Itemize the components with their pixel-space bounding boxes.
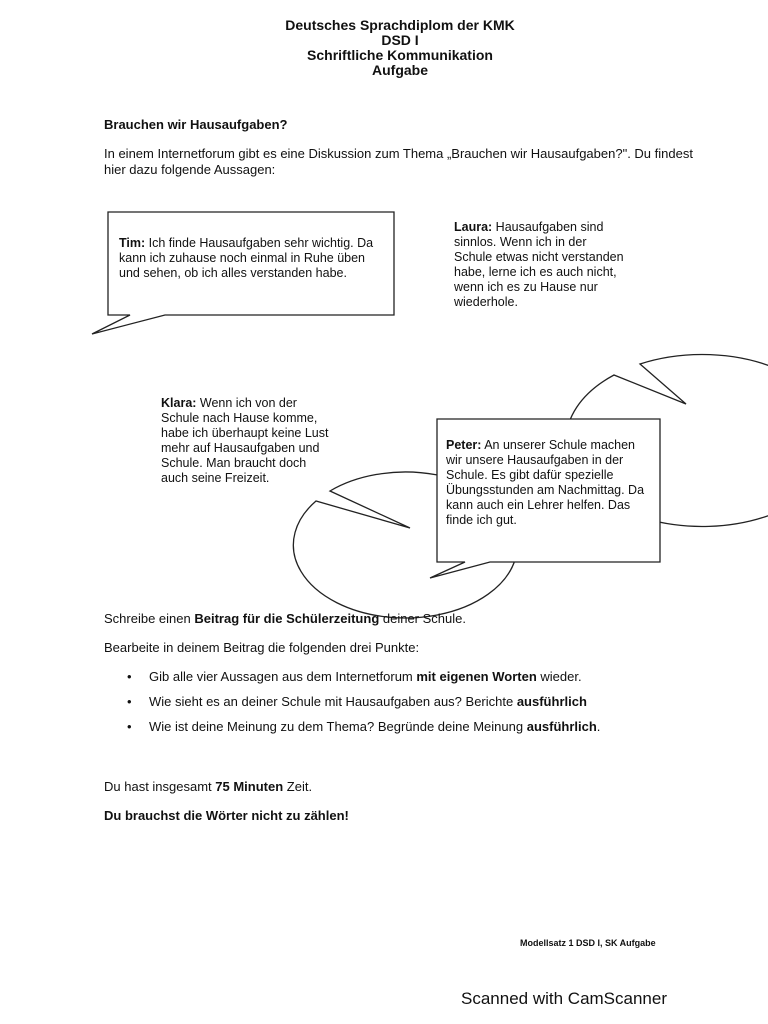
laura-statement: [454, 220, 624, 310]
tim-statement: [119, 236, 383, 281]
intro-text: In einem Internetforum gibt es eine Diskussion zum Thema „Brauchen wir Hausaufgaben?". Du findest hier dazu folgende Aussagen:: [104, 146, 693, 177]
task-point-text: wieder.: [536, 669, 582, 684]
instruction-write: [104, 611, 466, 627]
instruction-write-post: deiner Schule.: [379, 611, 466, 626]
task-point: [127, 719, 687, 735]
header-line-1: Deutsches Sprachdiplom der KMK: [285, 17, 515, 33]
task-point: [127, 669, 687, 685]
task-point-text: Wie sieht es an deiner Schule mit Hausaufgaben aus? Berichte: [149, 694, 517, 709]
task-point-bold: ausführlich: [526, 719, 597, 734]
footer-reference: Modellsatz 1 DSD I, SK Aufgabe: [520, 938, 656, 948]
peter-text: An unserer Schule machen wir unsere Hausaufgaben in der Schule. Es gibt dafür spezielle Übungsstunden am Nachmittag. Da kann auch ein Lehrer helfen. Das finde ich gut.: [446, 438, 645, 527]
tim-text: Ich finde Hausaufgaben sehr wichtig. Da kann ich zuhause noch einmal in Ruhe üben und sehen, ob ich alles verstanden habe.: [119, 236, 374, 280]
peter-statement: [446, 438, 651, 528]
instruction-write-bold: Beitrag für die Schülerzeitung: [194, 611, 380, 626]
task-points-list: [127, 669, 687, 744]
header-line-4: Aufgabe: [372, 62, 428, 78]
klara-name: Klara:: [161, 396, 197, 410]
word-count-note: Du brauchst die Wörter nicht zu zählen!: [104, 808, 349, 823]
time-note-bold: 75 Minuten: [215, 779, 284, 794]
klara-statement: [161, 396, 329, 486]
task-point-text: Gib alle vier Aussagen aus dem Internetforum: [149, 669, 417, 684]
time-note: [104, 779, 312, 795]
camscanner-watermark: Scanned with CamScanner: [461, 989, 668, 1008]
task-point-bold: mit eigenen Worten: [416, 669, 537, 684]
header-line-2: DSD I: [381, 32, 419, 48]
time-note-pre: Du hast insgesamt: [104, 779, 216, 794]
instruction-points-intro: Bearbeite in deinem Beitrag die folgenden drei Punkte:: [104, 640, 420, 655]
klara-text: Wenn ich von der Schule nach Hause komme, habe ich überhaupt keine Lust mehr auf Hausaufgaben und Schule. Man braucht doch auch seine Freizeit.: [161, 396, 329, 485]
instruction-write-pre: Schreibe einen: [104, 611, 195, 626]
task-point-text: .: [596, 719, 601, 734]
time-note-post: Zeit.: [283, 779, 313, 794]
header-line-3: Schriftliche Kommunikation: [307, 47, 493, 63]
task-point-text: Wie ist deine Meinung zu dem Thema? Begründe deine Meinung: [149, 719, 527, 734]
tim-name: Tim:: [119, 236, 146, 250]
peter-name: Peter:: [446, 438, 482, 452]
task-point-bold: ausführlich: [516, 694, 587, 709]
laura-name: Laura:: [454, 220, 493, 234]
laura-text: Hausaufgaben sind sinnlos. Wenn ich in der Schule etwas nicht verstanden habe, lerne ich es auch nicht, wenn ich es zu Hause nur wiederhole.: [454, 220, 624, 309]
task-point: [127, 694, 687, 710]
task-title: Brauchen wir Hausaufgaben?: [104, 117, 288, 132]
